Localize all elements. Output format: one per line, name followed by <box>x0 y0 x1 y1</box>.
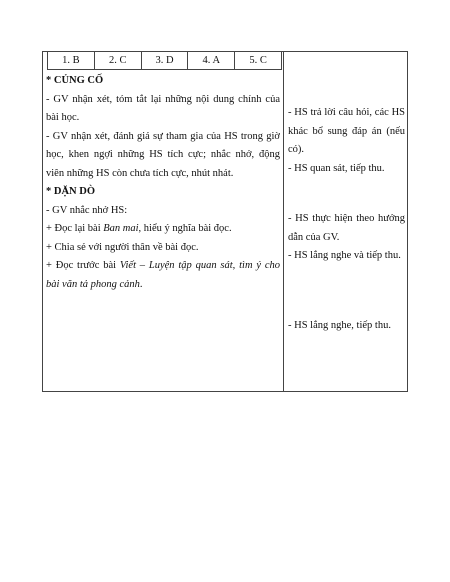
list-item: + Chia sẻ với người thân về bài đọc. <box>46 241 199 253</box>
student-activity-block <box>288 317 405 336</box>
lesson-title: Viết – Luyện tập quan sát, tìm ý cho bài văn tả phong cảnh <box>46 260 281 290</box>
text: , hiểu ý nghĩa bài đọc. <box>138 223 232 234</box>
paragraph: - HS lắng nghe, tiếp thu. <box>288 320 391 331</box>
paragraph: - GV nhận xét, tóm tắt lại những nội dung chính của bài học. <box>46 93 280 123</box>
student-activity-block <box>288 210 405 266</box>
list-item <box>46 257 280 294</box>
text: . <box>139 278 143 290</box>
text: + Đọc trước bài <box>46 260 120 271</box>
text: + Đọc lại bài <box>46 223 104 234</box>
teacher-activities <box>46 72 280 294</box>
answer-key-table <box>47 51 282 70</box>
answer-cell: 3. D <box>141 52 188 70</box>
answer-cell: 1. B <box>48 52 95 70</box>
paragraph: - HS thực hiện theo hướng dẫn của GV. <box>288 213 405 243</box>
answer-cell: 5. C <box>235 52 282 70</box>
section-heading-dando: * DẶN DÒ <box>46 186 95 197</box>
paragraph: - HS quan sát, tiếp thu. <box>288 162 385 174</box>
answer-cell: 2. C <box>94 52 141 70</box>
student-activity-block <box>288 104 405 178</box>
paragraph: - GV nhận xét, đánh giá sự tham gia của HS trong giờ học, khen ngợi những HS tích cực; nhắc nhở, động viên những HS còn chưa tích cực, nhút nhát. <box>46 130 280 179</box>
list-item <box>46 220 280 239</box>
lesson-title: Ban mai <box>103 223 139 234</box>
table-row <box>48 52 282 70</box>
paragraph: - HS lắng nghe và tiếp thu. <box>288 250 401 261</box>
answer-cell: 4. A <box>188 52 235 70</box>
section-heading-cungco: * CỦNG CỐ <box>46 75 104 86</box>
paragraph: - HS trả lời câu hỏi, các HS khác bổ sung đáp án (nếu có). <box>288 107 405 155</box>
paragraph: - GV nhắc nhở HS: <box>46 204 128 216</box>
column-divider <box>283 51 284 392</box>
